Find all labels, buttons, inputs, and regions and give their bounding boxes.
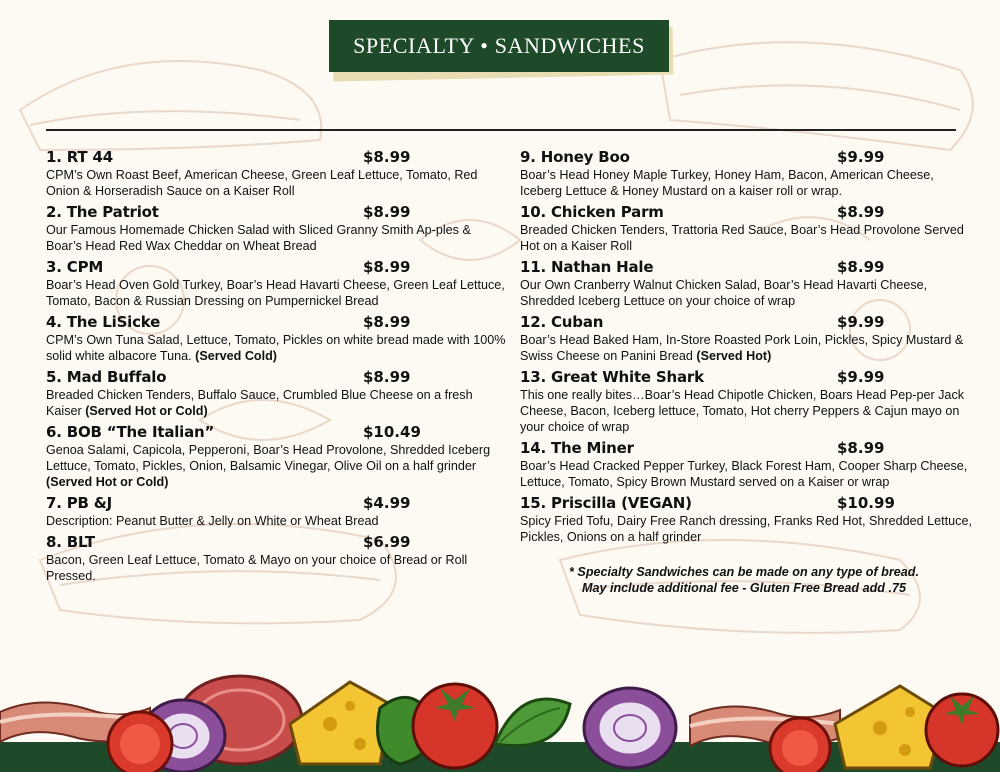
lettuce-icon [495, 699, 570, 746]
item-note: (Served Hot or Cold) [85, 404, 208, 418]
item-desc-text: Our Own Cranberry Walnut Chicken Salad, Boar’s Head Havarti Cheese, Shredded Iceberg Lettuce on your choice of wrap [520, 278, 928, 308]
tomato-slice-icon-right [770, 718, 830, 772]
item-name: 2. The Patriot [46, 203, 159, 221]
item-name: 12. Cuban [520, 313, 604, 331]
item-price: $8.99 [363, 203, 411, 221]
item-desc-text: Spicy Fried Tofu, Dairy Free Ranch dressing, Franks Red Hot, Shredded Lettuce, Pickles, Onions on a half grinder [520, 514, 972, 544]
item-desc-text: Boar’s Head Baked Ham, In-Store Roasted Pork Loin, Pickles, Spicy Mustard & Swiss Cheese on Panini Bread [520, 333, 964, 363]
item-name: 15. Priscilla (VEGAN) [520, 494, 692, 512]
tomato-slice-icon-left [108, 712, 172, 772]
item-desc-text: Boar’s Head Honey Maple Turkey, Honey Ham, Bacon, American Cheese, Iceberg Lettuce & Honey Mustard on a kaiser roll or wrap. [520, 168, 934, 198]
footnote-line-2: May include additional fee - Gluten Free Bread add .75 [581, 581, 906, 595]
item-description [520, 458, 975, 490]
item-description [520, 513, 975, 545]
cheese-icon-left [290, 682, 390, 764]
menu-item [520, 312, 975, 364]
item-description [520, 387, 975, 435]
item-name: 6. BOB “The Italian” [46, 423, 215, 441]
item-name: 8. BLT [46, 533, 95, 551]
menu-item [46, 147, 506, 199]
item-name: 4. The LiSicke [46, 313, 161, 331]
item-name: 10. Chicken Parm [520, 203, 664, 221]
item-price: $8.99 [363, 313, 411, 331]
menu-item [520, 367, 975, 435]
header-divider [46, 129, 956, 131]
item-price: $8.99 [837, 203, 885, 221]
item-desc-text: Boar’s Head Cracked Pepper Turkey, Black Forest Ham, Cooper Sharp Cheese, Lettuce, Tomato, Spicy Brown Mustard served on a Kaiser or wrap [520, 459, 968, 489]
item-note: (Served Cold) [195, 349, 277, 363]
item-price: $8.99 [363, 258, 411, 276]
page-title: SPECIALTY • SANDWICHES [329, 20, 669, 72]
item-name: 9. Honey Boo [520, 148, 630, 166]
item-price: $9.99 [837, 368, 885, 386]
item-name: 11. Nathan Hale [520, 258, 654, 276]
footnote-line-1: * Specialty Sandwiches can be made on any type of bread. [569, 565, 919, 579]
menu-item [46, 532, 506, 584]
onion-icon-center [584, 688, 676, 768]
item-description [520, 222, 975, 254]
item-description [520, 167, 975, 199]
item-name: 3. CPM [46, 258, 104, 276]
menu-item [520, 202, 975, 254]
menu-item [46, 367, 506, 419]
ingredients-border-illustration [0, 664, 1000, 772]
menu-item [46, 493, 506, 529]
menu-item [46, 422, 506, 490]
item-price: $10.99 [837, 494, 895, 512]
item-price: $6.99 [363, 533, 411, 551]
item-price: $9.99 [837, 313, 885, 331]
menu-item [46, 202, 506, 254]
item-desc-text: This one really bites…Boar’s Head Chipotle Chicken, Boars Head Pep-per Jack Cheese, Bacon, Iceberg lettuce, Tomato, Hot cherry Peppers & Cajun mayo on your choice of wrap [520, 388, 965, 434]
item-description [46, 513, 506, 529]
item-desc-text: CPM’s Own Roast Beef, American Cheese, Green Leaf Lettuce, Tomato, Red Onion & Horseradish Sauce on a Kaiser Roll [46, 168, 478, 198]
item-price: $8.99 [363, 148, 411, 166]
item-name: 13. Great White Shark [520, 368, 704, 386]
item-desc-text: Description: Peanut Butter & Jelly on White or Wheat Bread [46, 514, 379, 528]
item-desc-text: Genoa Salami, Capicola, Pepperoni, Boar’s Head Provolone, Shredded Iceberg Lettuce, Tomato, Pickles, Onion, Balsamic Vinegar, Olive Oil on a half grinder [46, 443, 491, 473]
tomato-icon-center [413, 684, 497, 768]
item-description [46, 552, 506, 584]
item-desc-text: Boar’s Head Oven Gold Turkey, Boar’s Head Havarti Cheese, Green Leaf Lettuce, Tomato, Bacon & Russian Dressing on Pumpernickel Bread [46, 278, 505, 308]
tomato-icon-right [926, 694, 998, 766]
menu-item [520, 147, 975, 199]
item-price: $8.99 [837, 439, 885, 457]
menu-column-right [520, 147, 975, 548]
item-description [520, 277, 975, 309]
menu-item [520, 493, 975, 545]
item-price: $10.49 [363, 423, 421, 441]
item-desc-text: Bacon, Green Leaf Lettuce, Tomato & Mayo on your choice of Bread or Roll Pressed. [46, 553, 468, 583]
item-description [46, 442, 506, 490]
item-desc-text: Breaded Chicken Tenders, Buffalo Sauce, Crumbled Blue Cheese on a fresh Kaiser [46, 388, 473, 418]
item-description [46, 332, 506, 364]
menu-item [520, 257, 975, 309]
item-price: $4.99 [363, 494, 411, 512]
item-description [520, 332, 975, 364]
item-price: $8.99 [363, 368, 411, 386]
item-note: (Served Hot or Cold) [46, 475, 169, 489]
item-name: 14. The Miner [520, 439, 634, 457]
item-desc-text: Breaded Chicken Tenders, Trattoria Red Sauce, Boar’s Head Provolone Served Hot on a Kaiser Roll [520, 223, 964, 253]
item-desc-text: Our Famous Homemade Chicken Salad with Sliced Granny Smith Ap-ples & Boar’s Head Red Wax Cheddar on Wheat Bread [46, 223, 471, 253]
item-note: (Served Hot) [696, 349, 772, 363]
item-name: 5. Mad Buffalo [46, 368, 167, 386]
item-description [46, 277, 506, 309]
menu-item [46, 257, 506, 309]
bread-footnote [520, 564, 968, 596]
menu-item [520, 438, 975, 490]
item-name: 7. PB &J [46, 494, 113, 512]
item-description [46, 222, 506, 254]
item-description [46, 167, 506, 199]
item-name: 1. RT 44 [46, 148, 113, 166]
item-description [46, 387, 506, 419]
menu-item [46, 312, 506, 364]
item-price: $8.99 [837, 258, 885, 276]
item-price: $9.99 [837, 148, 885, 166]
item-desc-text: CPM’s Own Tuna Salad, Lettuce, Tomato, Pickles on white bread made with 100% solid white albacore Tuna. [46, 333, 506, 363]
menu-column-left [46, 147, 506, 587]
